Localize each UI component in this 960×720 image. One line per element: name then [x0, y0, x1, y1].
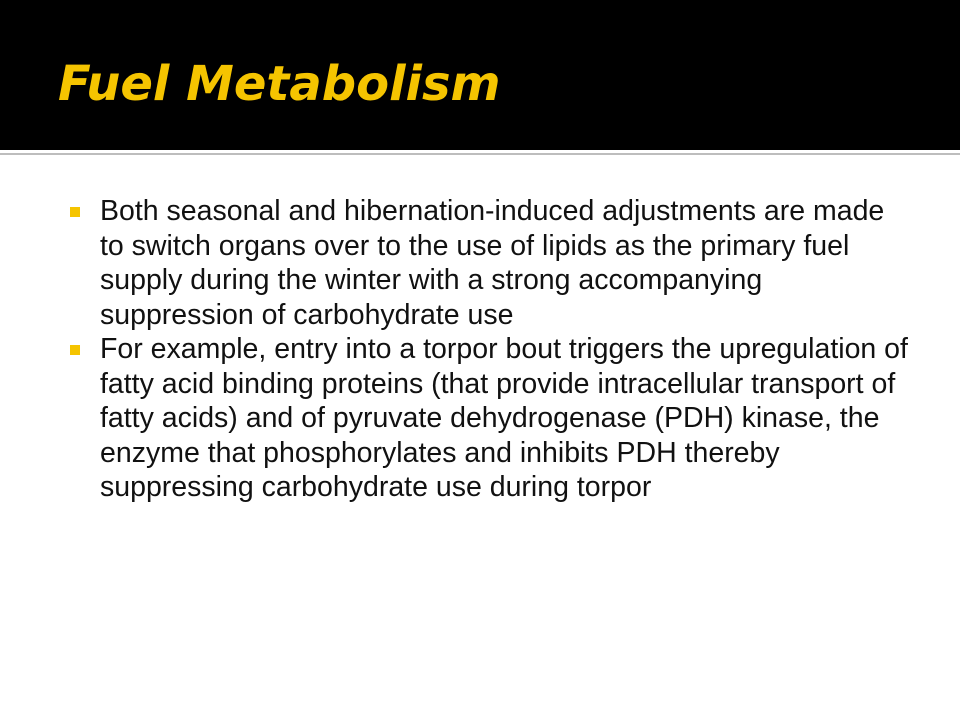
slide-title: Fuel Metabolism [58, 56, 501, 112]
title-bar [0, 0, 960, 150]
bullet-text: Both seasonal and hibernation-induced adjustments are made to switch organs over to the use of lipids as the primary fuel supply during the winter with a strong accompanying suppression of carbohydrate use [100, 195, 885, 331]
slide-content [0, 158, 960, 720]
title-divider-line [0, 153, 960, 155]
bullet-item [68, 194, 908, 332]
bullet-text: For example, entry into a torpor bout triggers the upregulation of fatty acid binding proteins (that provide intracellular transport of fatty acids) and of pyruvate dehydrogenase (PDH) kinase, the enzyme that phosphorylates and inhibits PDH thereby suppressing carbohydrate use during torpor [100, 333, 908, 503]
square-bullet-icon [70, 207, 80, 217]
square-bullet-icon [70, 345, 80, 355]
bullet-list [68, 194, 908, 505]
bullet-item [68, 332, 908, 505]
